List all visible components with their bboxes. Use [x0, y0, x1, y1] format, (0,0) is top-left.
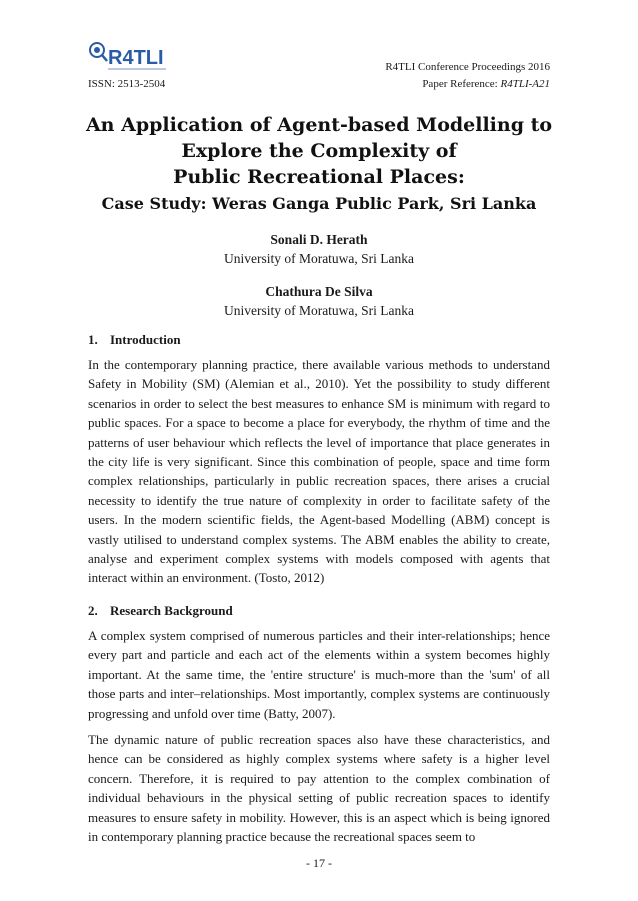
section-number: 2.: [88, 602, 98, 618]
author-name: Chathura De Silva: [265, 284, 373, 299]
issn: ISSN: 2513-2504: [88, 78, 166, 90]
paper-reference-label: Paper Reference:: [422, 78, 501, 90]
section-heading-introduction: [88, 331, 550, 349]
author-name: Sonali D. Herath: [270, 232, 368, 247]
author-affiliation: University of Moratuwa, Sri Lanka: [223, 251, 415, 266]
paragraph: In the contemporary planning practice, there available various methods to understand Safety in Mobility (SM) (Alemian et al., 2010). Yet the possibility to study different scenarios in order to select the best measures to enhance SM is minimum with regard to public spaces. For a space to become a place for everybody, the rhythm of time and the patterns of user behaviour which reflects the level of importance that place generates in the city life is very significant. Since this combination of people, space and time form complex relationships, particularly in public recreation spaces, there arises a crucial necessity to identify the true nature of complexity in order to facilitate safety of the users. In the modern scientific fields, the Agent-based Modelling (ABM) concept is vastly utilised to understand complex systems. The ABM enables the ability to create, analyse and experiment complex systems with models composed with agents that interact within an environment. (Tosto, 2012): [88, 357, 550, 586]
title-line-3: Public Recreational Places:: [173, 166, 465, 188]
paper-title: [0, 112, 638, 216]
author-affiliation: University of Moratuwa, Sri Lanka: [223, 303, 415, 318]
title-line-2: Explore the Complexity of: [181, 140, 457, 162]
paragraph: The dynamic nature of public recreation spaces also have these characteristics, and hence can be considered as highly complex systems where safety is a higher level concern. Therefore, it is required to pay attention to the complex combination of individual behaviours in the physical setting of public recreation spaces to identify measures to ensure safety in mobility. However, this is an aspect which is being ignored in contemporary planning practice because the recreational spaces seem to: [88, 731, 550, 844]
body-content: [88, 331, 550, 846]
title-line-1: An Application of Agent-based Modelling to: [85, 114, 553, 136]
section-number: 1.: [88, 332, 98, 347]
r4tli-logo: [88, 40, 172, 76]
author-block: [0, 230, 638, 320]
paper-reference-code: R4TLI-A21: [500, 78, 550, 90]
page-number: - 17 -: [306, 856, 332, 870]
paragraph: A complex system comprised of numerous particles and their inter-relationships; hence every part and particle and each act of the elements within a system becomes highly important. At the same time, the 'entire structure' is much-more than the 'sum' of all those parts and inter–relationships. Most importantly, complex systems are continuously progressing and unfold over time (Batty, 2007).: [88, 627, 550, 721]
page-header: [88, 40, 550, 92]
section-title: Introduction: [110, 332, 181, 347]
svg-text:R4TLI: R4TLI: [108, 47, 164, 69]
section-title: Research Background: [110, 602, 233, 618]
conference-name: R4TLI Conference Proceedings 2016: [385, 61, 550, 73]
paper-reference: [422, 78, 550, 90]
paper-subtitle: Case Study: Weras Ganga Public Park, Sri Lanka: [101, 194, 537, 213]
section-heading-research-background: [88, 602, 550, 620]
